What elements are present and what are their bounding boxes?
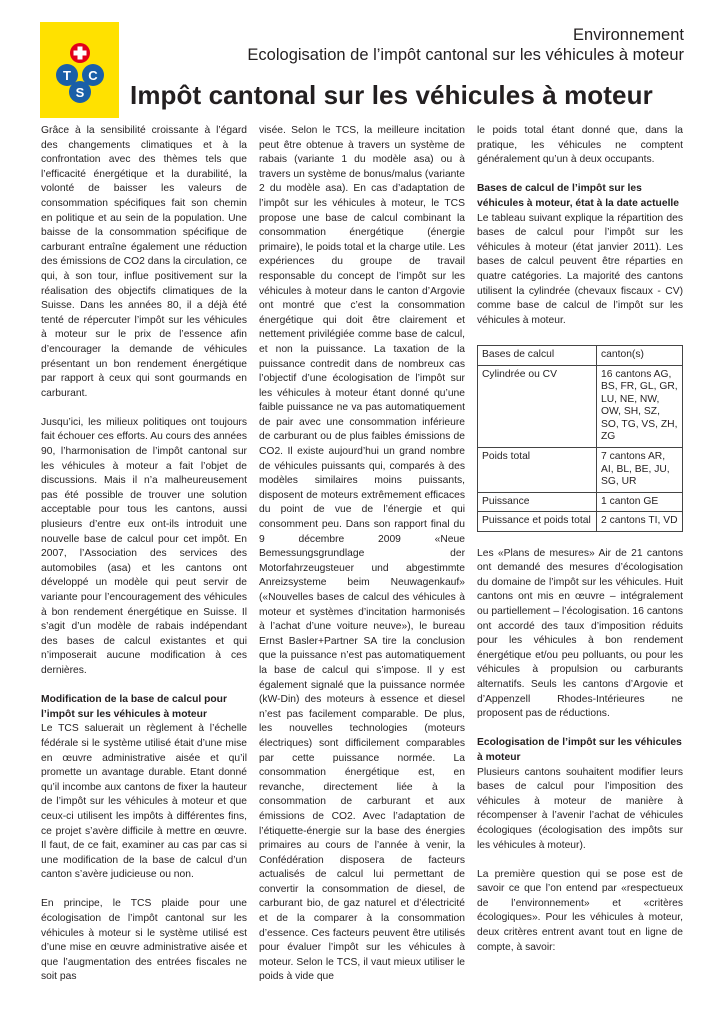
paragraph: Grâce à la sensibilité croissante à l’égard des changements climatiques et à la confrontation avec des thèmes tels que l’efficacité énergétique et la durabilité, la volonté de baisser les valeurs de consommation spécifiques fait son chemin en politique et au sein de la population. Une baisse de la consommation spécifique de carburant entraîne également une réduction des émissions de CO2 dans la circulation, ce qui, à son tour, influe positivement sur la réalisation des objectifs climatiques de la Suisse. Dans les années 80, il a déjà été tenté de répercuter l’impôt sur les véhicules à moteur sur le prix de l’essence afin d’encourager la demande de véhicules présentant un bon rendement énergétique par rapport à ceux qui sont gourmands en carburant. bbox=[41, 125, 247, 399]
table-row bbox=[478, 512, 683, 532]
table-cell: Cylindrée ou CV bbox=[478, 365, 597, 448]
table-cell: 2 cantons TI, VD bbox=[597, 512, 683, 532]
tcs-logo bbox=[40, 22, 119, 118]
table-row bbox=[478, 492, 683, 512]
section-heading: Modification de la base de calcul pour l’impôt sur les véhicules à moteur bbox=[41, 694, 227, 720]
logo-letter-s: S bbox=[75, 85, 85, 100]
paragraph: Le TCS saluerait un règlement à l’échelle fédérale si le système utilisé était d’une mise en œuvre administrative aisée et qu’il promette un avantage durable. Etant donné qu’il incombe aux cantons de fixer la hauteur de l’impôt sur les véhicules à moteur et que ceux-ci utilisent les impôts à différentes fins, ce projet s’avère difficile à mettre en œuvre. Il faut, de ce fait, examiner au cas par cas si une modification de la base de calcul d’un canton s’avère judicieuse ou non. bbox=[41, 723, 247, 881]
logo-letter-t: T bbox=[63, 68, 71, 83]
section-heading: Bases de calcul de l’impôt sur les véhicules à moteur, état à la date actuelle bbox=[477, 183, 680, 209]
page-title: Impôt cantonal sur les véhicules à moteur bbox=[130, 80, 653, 110]
section-label: Environnement bbox=[573, 26, 684, 44]
tax-basis-table bbox=[477, 345, 683, 532]
paragraph: Le tableau suivant explique la répartition des bases de calcul pour l’impôt sur les véhicules à moteur (état janvier 2011). Les bases de calcul peuvent être réparties en quatre catégories. La majorité des cantons utilisent la cylindrée (chevaux fiscaux - CV) comme base de calcul de l’impôt sur les véhicules à moteur. bbox=[477, 212, 683, 326]
table-cell: 1 canton GE bbox=[597, 492, 683, 512]
column-2 bbox=[259, 124, 465, 985]
table-header-cell: Bases de calcul bbox=[478, 345, 597, 365]
table-row bbox=[478, 365, 683, 448]
table-cell: 7 cantons AR, AI, BL, BE, JU, SG, UR bbox=[597, 448, 683, 493]
table-cell: Puissance bbox=[478, 492, 597, 512]
paragraph: La première question qui se pose est de savoir ce que l’on entend par «respectueux de l’environnement» et «critères écologiques». Pour les véhicules à moteur, deux critères entrent avant tout en ligne de compte, à savoir: bbox=[477, 868, 683, 953]
page-subtitle: Ecologisation de l’impôt cantonal sur les véhicules à moteur bbox=[247, 46, 684, 64]
logo-letter-c: C bbox=[88, 68, 98, 83]
table-row bbox=[478, 448, 683, 493]
section-heading: Ecologisation de l’impôt sur les véhicules à moteur bbox=[477, 737, 682, 763]
table-cell: 16 cantons AG, BS, FR, GL, GR, LU, NE, NW, OW, SH, SZ, SO, TG, VS, ZH, ZG bbox=[597, 365, 683, 448]
table-header-row bbox=[478, 345, 683, 365]
table-cell: Puissance et poids total bbox=[478, 512, 597, 532]
column-1 bbox=[41, 124, 247, 985]
table-header-cell: canton(s) bbox=[597, 345, 683, 365]
paragraph: En principe, le TCS plaide pour une écologisation de l’impôt cantonal sur les véhicules à moteur si le système utilisé est d’une mise en œuvre administrative aisée et que l’augmentation des entrées fiscales ne soit pas bbox=[41, 898, 247, 983]
paragraph: Les «Plans de mesures» Air de 21 cantons ont demandé des mesures d’écologisation du domaine de l’impôt sur les véhicules. Huit cantons ont mis en œuvre – intégralement ou partiellement – l’écologisation. 16 cantons ont accordé des taux d’imposition réduits pour les véhicules à bon rendement énergétique et/ou peu polluants, ou pour les véhicules à propulsion ou carburants alternatifs. Seuls les cantons d’Argovie et d’Appenzell Rhodes-Intérieures ne proposent pas de réductions. bbox=[477, 547, 683, 720]
table-cell: Poids total bbox=[478, 448, 597, 493]
column-3 bbox=[477, 124, 683, 955]
tcs-emblem-icon bbox=[55, 42, 105, 104]
paragraph: Jusqu’ici, les milieux politiques ont toujours fait échouer ces efforts. Au cours des années 90, l’harmonisation de l’impôt cantonal sur les véhicules à moteur a fait l’objet de discussions. Mais il n’a malheureusement pas été possible de trouver une solution acceptable pour tous les cantons, aussi plusieurs d’entre eux ont-ils introduit une nouvelle base de calcul pour cet impôt. En 2007, l’Association des services des automobiles (asa) et les cantons ont développé un modèle qui peut servir de variante pour l’encouragement des véhicules à bon rendement énergétique en Suisse. Il s’agit d’un modèle de rabais indépendant des bases de calcul existantes et qui n’imposerait aucune modification à ces dernières. bbox=[41, 416, 247, 676]
paragraph: visée. Selon le TCS, la meilleure incitation peut être obtenue à travers un système de rabais (variante 1 du modèle asa) ou à travers un système de bonus/malus (variante 2 du modèle asa). En cas d’adaptation de l’impôt sur les véhicules à moteur, le TCS propose une base de calcul combinant la consommation énergétique (énergie primaire), le poids total et la charge utile. Les expériences du groupe de travail responsable du concept de l’impôt sur les véhicules à moteur dans le canton d’Argovie ont montré que c’est la consommation énergétique qui doit être clairement et nettement privilégiée comme base de calcul, et non la puissance. La taxation de la puissance contredit dans de nombreux cas l’objectif d’une écologisation de l’impôt sur les véhicules à moteur étant donné qu’une faible puissance ne va pas automatiquement de pair avec une consommation inférieure de carburant ou de plus faibles émissions de CO2. Il existe aujourd’hui un grand nombre de véhicules puissants qui, comparés à des modèles similaires moins puissants, disposent de moteurs extrêmement efficaces du point de vue de l’énergie et qui consomment peu. Dans son rapport final du 9 décembre 2009 «Neue Bemessungsgrundlage der Motorfahrzeugsteuer und abgestimmte Anreizsysteme beim Neuwagenkauf» («Nouvelles bases de calcul des véhicules à moteur et systèmes d’incitation harmonisés à l’achat d’une voiture neuve»), le bureau Ernst Basler+Partner SA tire la conclusion que la puissance n’est pas automatiquement la base de calcul qui s’impose. Il y est également signalé que la puissance normée (kW-Din) des moteurs à essence et diesel n’est pas facilement comparable. De plus, les nouvelles technologies (moteurs électriques) sont difficilement comparables par cette puissance normée. La consommation énergétique est, en revanche, directement liée à la consommation de carburant et aux émissions de CO2. Avec l’adaptation de l’étiquette-énergie sur la base des énergies primaires au cours de l’année à venir, la Confédération disposera de facteurs actualisés de calcul lui permettant de convertir la consommation de diesel, de carburant bio, de gaz naturel et d’électricité et de la comparer à la consommation d’essence. Ces facteurs peuvent être utilisés pour évaluer l’impôt sur les véhicules à moteur. Selon le TCS, il vaut mieux utiliser le poids à vide que bbox=[259, 125, 465, 983]
paragraph: Plusieurs cantons souhaitent modifier leurs bases de calcul pour l’imposition des véhicules à moteur de manière à récompenser à l’avenir l’achat de véhicules écologiques (écologisation des impôts sur les véhicules à moteur). bbox=[477, 766, 683, 851]
paragraph: le poids total étant donné que, dans la pratique, les véhicules ne comptent généralement qu’un à deux occupants. bbox=[477, 125, 683, 166]
